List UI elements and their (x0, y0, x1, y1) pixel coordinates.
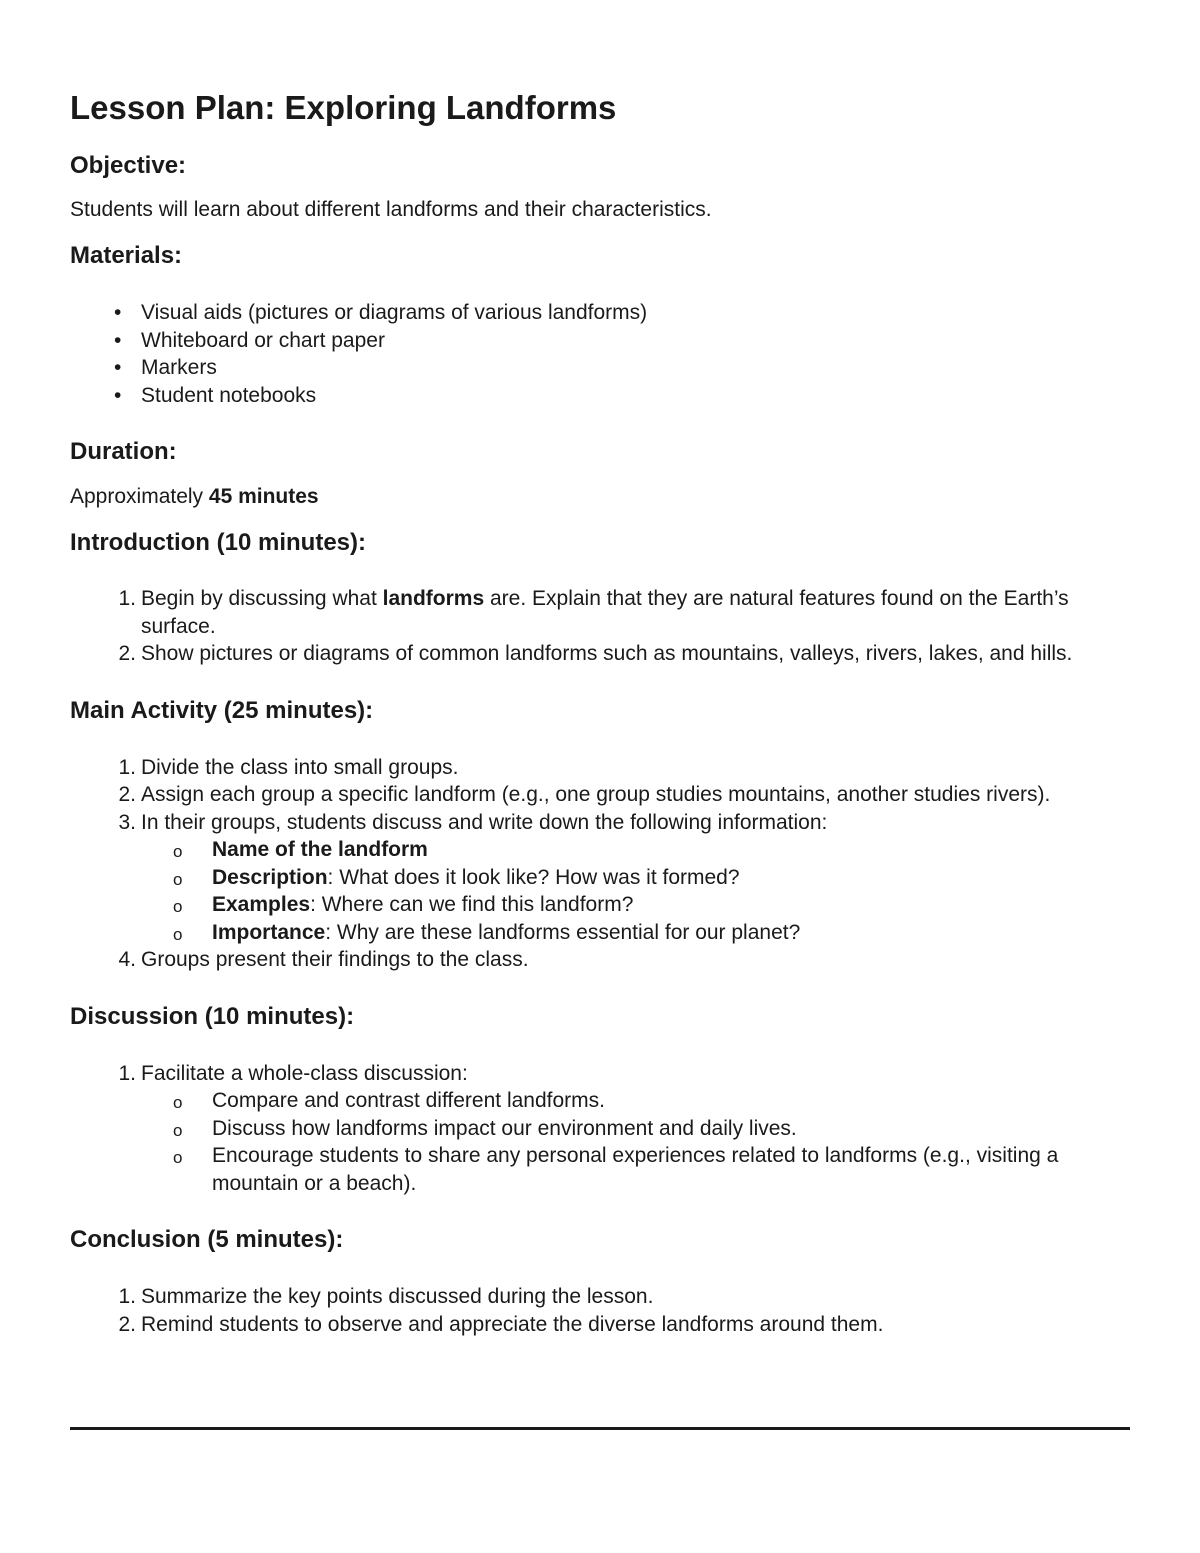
discussion-heading: Discussion (10 minutes): (70, 1002, 355, 1030)
number-marker: 1. (118, 755, 136, 779)
number-marker: 1. (118, 1061, 136, 1085)
conclusion-heading: Conclusion (5 minutes): (70, 1226, 344, 1253)
sub-list-item: o Encourage students to share any personal experiences related to landforms (e.g., visiting a mountain or a beach). (173, 1144, 1059, 1195)
bullet-marker: • (114, 356, 122, 379)
list-item: • Markers (70, 354, 1130, 382)
bullet-marker: • (114, 383, 122, 407)
list-item: 2. Assign each group a specific landform (e.g., one group studies mountains, another studies rivers). (70, 781, 1130, 809)
main-activity-heading: Main Activity (25 minutes): (70, 696, 374, 724)
objective-text: Students will learn about different landforms and their characteristics. (70, 198, 712, 221)
list-item: • Student notebooks (70, 382, 1130, 410)
page-title: Lesson Plan: Exploring Landforms (70, 89, 617, 126)
sub-list-item: o Name of the landform (141, 836, 1130, 864)
sub-bullet-marker: o (173, 897, 183, 916)
list-item: 1. Divide the class into small groups. (70, 754, 1130, 782)
number-marker: 2. (118, 642, 136, 665)
bullet-marker: • (114, 301, 122, 324)
list-item: 4. Groups present their findings to the class. (70, 946, 1130, 974)
number-marker: 1. (118, 1285, 136, 1308)
bullet-marker: • (114, 328, 122, 352)
sub-bullet-marker: o (173, 1148, 183, 1167)
sub-list (141, 1087, 1130, 1197)
document-content (70, 86, 1130, 1338)
list-item: 1. Summarize the key points discussed during the lesson. (70, 1283, 1130, 1311)
list-item: • Whiteboard or chart paper (70, 327, 1130, 355)
sub-bullet-marker: o (173, 1093, 183, 1112)
duration-text: Approximately 45 minutes (70, 485, 319, 508)
sub-list-item: o Discuss how landforms impact our environment and daily lives. (141, 1115, 1130, 1143)
number-marker: 4. (118, 948, 136, 971)
sub-list-item: o Importance: Why are these landforms essential for our planet? (141, 919, 1130, 947)
sub-bullet-marker: o (173, 1120, 183, 1140)
materials-heading: Materials: (70, 242, 183, 269)
horizontal-rule (70, 1427, 1130, 1430)
number-marker: 2. (118, 1312, 136, 1336)
materials-list (70, 299, 1130, 409)
duration-heading: Duration: (70, 438, 177, 465)
discussion-list (70, 1060, 1130, 1198)
objective-heading: Objective: (70, 152, 187, 179)
list-item: 1. Begin by discussing what landforms are. Explain that they are natural features found on the Earth’s surface. (70, 585, 1130, 640)
main-activity-list (70, 754, 1130, 974)
sub-list (141, 836, 1130, 946)
sub-bullet-marker: o (173, 924, 183, 944)
duration-value: 45 minutes (208, 485, 319, 508)
conclusion-list (70, 1283, 1130, 1338)
list-item: 2. Remind students to observe and appreciate the diverse landforms around them. (70, 1311, 1130, 1339)
number-marker: 1. (118, 587, 136, 610)
list-item: 2. Show pictures or diagrams of common landforms such as mountains, valleys, rivers, lakes, and hills. (70, 640, 1130, 668)
list-item: • Visual aids (pictures or diagrams of various landforms) (70, 299, 1130, 327)
sub-list-item: o Description: What does it look like? How was it formed? (141, 864, 1130, 892)
sub-bullet-marker: o (173, 869, 183, 889)
number-marker: 2. (118, 783, 136, 806)
introduction-list (70, 585, 1130, 668)
number-marker: 3. (118, 810, 136, 834)
list-item: 3. In their groups, students discuss and write down the following information: o Name of the landform o Description: What does it look like? How was it formed? o Examples: Where can we find this landform? o Importance: Why are these landforms essential for our planet? (70, 809, 1130, 947)
sub-list-item: o Examples: Where can we find this landform? (141, 891, 1130, 919)
sub-list-item: o Compare and contrast different landforms. (141, 1087, 1130, 1115)
list-item: 1. Facilitate a whole-class discussion: o Compare and contrast different landforms. o Discuss how landforms impact our environment and daily lives. o Encourage students to share any personal experiences related to landforms (e.g., visiting a mountain or a beach). (70, 1060, 1130, 1198)
introduction-heading: Introduction (10 minutes): (70, 529, 366, 556)
sub-bullet-marker: o (173, 842, 183, 861)
